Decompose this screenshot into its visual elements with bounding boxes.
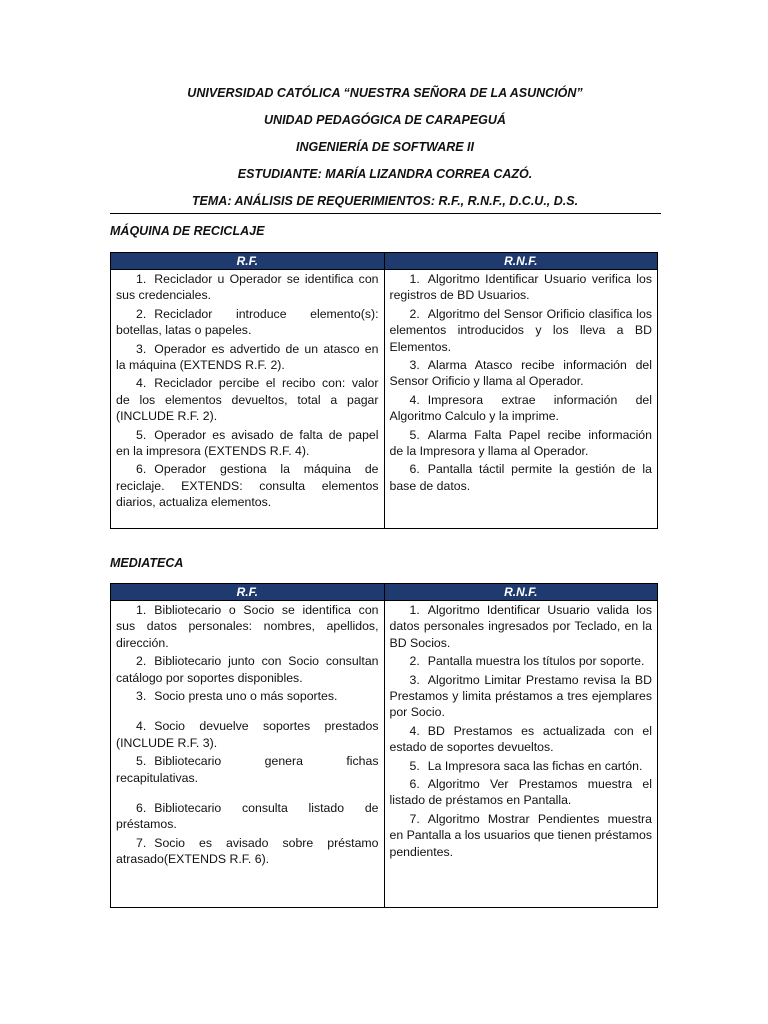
list-item [390,357,653,390]
rf-cell [111,270,385,529]
list-item [390,723,653,756]
list-item [390,427,653,460]
list-item [116,688,379,704]
item-number: 5. [136,427,147,442]
list-item [390,758,653,774]
item-text: Bibliotecario consulta listado de préstamos. [116,801,379,832]
list-item [116,653,379,686]
item-text: Alarma Atasco recibe información del Sensor Orificio y llama al Operador. [389,358,652,389]
item-text: Reciclador introduce elemento(s): botellas, latas o papeles. [116,306,379,338]
item-text: Socio presta uno o más soportes. [154,689,338,704]
list-item [116,461,379,510]
item-number: 6. [136,801,147,816]
list-item [116,753,379,786]
list-item [116,375,379,424]
item-text: Reciclador u Operador se identifica con sus credenciales. [116,272,379,303]
career-name: INGENIERÍA DE SOFTWARE II [295,140,475,154]
requirements-table-recycling-machine [110,252,658,529]
list-item [116,341,379,374]
item-number: 4. [409,392,420,407]
list-item [116,602,379,651]
list-item [116,718,379,751]
item-text: Socio devuelve soportes prestados (INCLUDE R.F. 3). [116,719,379,750]
rnf-cell [384,270,658,529]
list-item [390,811,653,860]
item-number: 7. [409,811,420,826]
list-item [116,427,379,460]
item-text: Pantalla táctil permite la gestión de la base de datos. [389,462,652,493]
item-number: 5. [409,758,420,773]
column-header-rnf: R.N.F. [384,584,658,601]
list-item [116,835,379,868]
item-text: Algoritmo Identificar Usuario verifica los registros de BD Usuarios. [389,272,652,303]
item-text: La Impresora saca las fichas en cartón. [427,758,643,773]
column-header-rf: R.F. [111,253,385,270]
list-item [116,306,379,339]
item-number: 4. [136,719,147,734]
list-item [116,271,379,304]
item-text: Algoritmo Identificar Usuario valida los datos personales ingresados por Teclado, en la BD Socios. [389,603,652,650]
item-number: 3. [409,358,420,373]
item-number: 4. [136,376,147,391]
table-row [111,270,658,529]
item-text: Algoritmo Ver Prestamos muestra el listado de préstamos en Pantalla. [389,777,652,808]
item-number: 1. [136,272,147,286]
item-text: Algoritmo Limitar Prestamo revisa la BD Prestamos y limita préstamos a tres ejemplares por Socio. [389,672,652,720]
item-text: Algoritmo Mostrar Pendientes muestra en Pantalla a los usuarios que tienen préstamos pendientes. [389,811,652,859]
list-item [390,653,653,669]
item-number: 1. [136,603,147,617]
list-item [390,306,653,355]
item-number: 3. [136,341,147,356]
item-number: 2. [136,654,147,669]
column-header-rnf: R.N.F. [384,253,658,270]
item-number: 7. [136,835,147,850]
item-number: 1. [409,603,420,617]
table-header-row [111,253,658,270]
item-number: 3. [409,672,420,687]
document-header [110,84,660,219]
list-item [116,800,379,833]
item-number: 2. [409,306,420,321]
item-number: 2. [409,654,420,669]
item-number: 6. [409,462,420,477]
item-text: Algoritmo del Sensor Orificio clasifica los elementos introducidos y los lleva a BD Elementos. [389,306,652,354]
university-name: UNIVERSIDAD CATÓLICA “NUESTRA SEÑORA DE LA ASUNCIÓN” [187,86,583,100]
list-item [390,392,653,425]
item-number: 5. [136,754,147,769]
unit-name: UNIDAD PEDAGÓGICA DE CARAPEGUÁ [264,113,506,127]
item-number: 6. [409,777,420,792]
requirements-table-mediateca [110,583,658,908]
list-item [390,271,653,304]
item-text: Alarma Falta Papel recibe información de la Impresora y llama al Operador. [389,427,652,459]
item-number: 6. [136,462,147,477]
item-text: Reciclador percibe el recibo con: valor de los elementos devueltos, total a pagar (INCLUDE R.F. 2). [116,376,379,424]
student-name: ESTUDIANTE: MARÍA LIZANDRA CORREA CAZÓ. [237,167,533,181]
list-item [390,602,653,651]
item-text: Pantalla muestra los títulos por soporte. [427,654,645,669]
item-number: 2. [136,306,147,321]
item-text: Socio es avisado sobre préstamo atrasado(EXTENDS R.F. 6). [116,835,379,867]
item-text: Bibliotecario o Socio se identifica con sus datos personales: nombres, apellidos, dirección. [116,603,379,650]
column-header-rf: R.F. [111,584,385,601]
item-text: Bibliotecario junto con Socio consultan catálogo por soportes disponibles. [116,654,379,685]
item-text: Operador es advertido de un atasco en la máquina (EXTENDS R.F. 2). [116,341,379,373]
item-text: Operador es avisado de falta de papel en la impresora (EXTENDS R.F. 4). [116,427,379,459]
header-divider [110,213,661,214]
item-text: Operador gestiona la máquina de reciclaje. EXTENDS: consulta elementos diarios, actualiza elementos. [116,462,379,510]
item-number: 4. [409,723,420,738]
list-item [390,672,653,721]
section-title-mediateca: MEDIATECA [110,556,184,570]
topic-line: TEMA: ANÁLISIS DE REQUERIMIENTOS: R.F., R.N.F., D.C.U., D.S. [191,194,579,208]
section-title-recycling-machine: MÁQUINA DE RECICLAJE [110,224,265,238]
list-item [390,461,653,494]
item-number: 1. [409,272,420,286]
item-number: 5. [409,427,420,442]
item-text: Bibliotecario genera fichas recapitulativas. [116,754,379,785]
rf-cell [111,601,385,908]
rnf-cell [384,601,658,908]
item-number: 3. [136,689,147,704]
item-text: BD Prestamos es actualizada con el estado de soportes devueltos. [389,723,652,755]
list-item [390,776,653,809]
table-header-row [111,584,658,601]
table-row [111,601,658,908]
item-text: Impresora extrae información del Algoritmo Calculo y la imprime. [389,392,652,424]
